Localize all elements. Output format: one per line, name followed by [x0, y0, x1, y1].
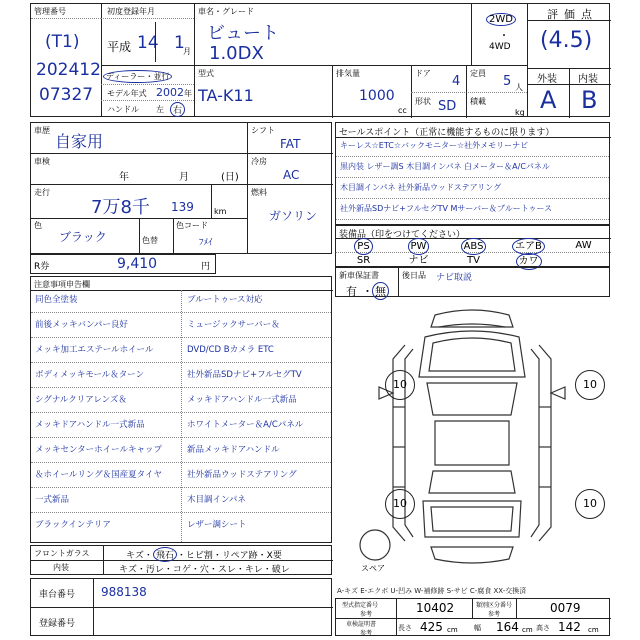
new-car-dot: ・	[362, 285, 373, 298]
type-cert-label: 型式指定番号	[342, 602, 379, 609]
drive-2wd: 2WD	[486, 13, 516, 26]
dealer-label: ディーラー・並行	[103, 70, 172, 83]
tire-rear-right: 10	[575, 489, 605, 519]
car-name: ビュート	[207, 23, 279, 44]
shape-label: 形状	[415, 97, 431, 106]
equipment-item: PW	[391, 238, 446, 252]
category-num-sub: 参考	[488, 611, 501, 618]
eval-label: 評価点	[547, 8, 598, 21]
front-glass-value: キズ・ 飛石 ・ヒビ割・リペア跡・X要	[126, 547, 282, 562]
car-outline-icon	[335, 297, 610, 585]
note-left-item: メッキ加工エステールホイール	[35, 345, 154, 355]
tire-rear-left: 10	[385, 489, 415, 519]
vehicle-section	[30, 122, 332, 254]
interior-grade: B	[581, 86, 598, 114]
interior-cond-value: キズ・汚レ・コゲ・穴・スレ・キレ・破レ	[119, 565, 290, 575]
capacity-unit: 人	[515, 83, 523, 92]
note-left-item: ブラックインテリア	[35, 520, 111, 530]
note-left-item: メッキドアハンドル一式新品	[35, 420, 145, 430]
new-car-no: 無	[372, 282, 389, 300]
fuel-label: 燃料	[251, 188, 267, 197]
inspection-day: (日)	[221, 172, 239, 183]
note-right-item: 社外新品ウッドステアリング	[187, 470, 297, 480]
length-value: 425	[420, 620, 443, 634]
warranty-section	[335, 267, 610, 297]
model-value: TA-K11	[198, 86, 254, 105]
sales-point-item: 社外新品SDナビ+フルセグTV Mサーバー＆ブルートゥース	[340, 204, 553, 213]
width-value: 164	[496, 620, 519, 634]
equipment-item: AW	[575, 240, 592, 251]
note-left-item: ＆ホイールリング＆国産夏タイヤ	[35, 470, 162, 480]
grade: 1.0DX	[209, 43, 264, 64]
front-glass-label: フロントガラス	[34, 549, 90, 558]
note-left-item: シグナルクリアレンズ＆	[35, 395, 127, 405]
equipment-item: カワ	[501, 253, 556, 268]
height-value: 142	[558, 620, 581, 634]
color-code-value: ﾌﾒｲ	[199, 238, 213, 248]
inspection-label: 車検	[34, 157, 50, 166]
height-unit: cm	[588, 626, 599, 634]
handle-left: 左	[156, 105, 164, 114]
category-num-value: 0079	[550, 601, 581, 615]
color-label: 色	[34, 221, 42, 230]
type-cert-sub: 参考	[360, 611, 373, 618]
handle-label: ハンドル	[107, 105, 139, 114]
equipment-title: 装備品（印をつけてください）	[339, 230, 466, 240]
car-diagram	[335, 297, 610, 585]
interior-label: 内装	[578, 74, 598, 85]
first-reg-month: 1	[174, 33, 185, 53]
model-year-value: 2002	[156, 86, 184, 99]
note-right-item: ブルートゥース対応	[187, 295, 263, 305]
width-label: 幅	[474, 624, 481, 632]
size-label: 車検証明書	[346, 621, 377, 628]
length-label: 長さ	[398, 624, 412, 632]
equipment-item: ABS	[446, 238, 501, 252]
new-car-warranty-label: 新車保証書	[339, 271, 379, 280]
chassis-label: 車台番号	[39, 590, 76, 600]
load-label: 積載	[470, 97, 486, 106]
shift-label: シフト	[251, 126, 275, 135]
equipment-item: ナビ	[408, 255, 429, 266]
ac-value: AC	[283, 168, 300, 182]
color-code-label: 色コード	[176, 221, 208, 230]
door-value: 4	[452, 74, 461, 89]
note-right-item: DVD/CD Bカメラ ETC	[187, 345, 274, 355]
note-right-item: メッキドアハンドル一式新品	[187, 395, 297, 405]
eval-score: (4.5)	[540, 28, 593, 53]
note-left-item: 一式新品	[35, 495, 70, 505]
mileage-sub: 139	[171, 200, 194, 214]
tire-front-right: 10	[575, 370, 605, 400]
load-unit: kg	[515, 108, 525, 117]
equipment-item: TV	[467, 255, 480, 266]
note-left-item: 前後メッキバンパー良好	[35, 320, 128, 330]
interior-cond-label: 内装	[53, 563, 69, 572]
length-unit: cm	[447, 626, 458, 634]
model-year-unit: 年	[184, 89, 192, 98]
sales-point-item: キーレス☆ETC☆バックモニター☆社外メモリーナビ	[340, 141, 529, 150]
note-right-item: 新品メッキドアハンドル	[187, 445, 280, 455]
sales-points-section	[335, 122, 610, 225]
equipment-section	[335, 225, 610, 267]
capacity-value: 5	[503, 74, 512, 89]
new-car-yes: 有	[346, 285, 357, 298]
damage-legend: A-キズ E-エクボ U-凹み W-補修跡 S-サビ C-腐食 XX-交換済	[337, 587, 527, 595]
equipment-item: PS	[336, 238, 391, 252]
reg-label: 登録番号	[39, 619, 76, 629]
displacement-unit: cc	[398, 106, 407, 115]
inspection-year: 年	[119, 172, 129, 183]
drive-4wd: 4WD	[489, 42, 511, 52]
recycle-value: 9,410	[117, 256, 158, 272]
mileage-unit: km	[214, 207, 227, 216]
color-value: ブラック	[59, 230, 107, 244]
first-reg-era: 平成	[107, 40, 132, 54]
chassis-value: 988138	[101, 585, 147, 599]
kanri-line-2: 202412	[36, 60, 101, 80]
category-value: 自家用	[55, 132, 104, 151]
color-change-label: 色替	[142, 236, 158, 245]
model-year-label: モデル年式	[107, 89, 147, 98]
note-right-item: 社外新品SDナビ+フルセグTV	[187, 370, 302, 380]
kanri-line-3: 07327	[39, 85, 94, 105]
category-label: 車歴	[34, 126, 50, 135]
sales-point-item: 黒内装 レザー調S 木目調インパネ 白メーター＆A/Cパネル	[340, 162, 550, 171]
kanri-label: 管理番号	[34, 7, 66, 16]
notes-section	[30, 276, 332, 543]
shift-value: FAT	[280, 137, 301, 151]
exterior-grade: A	[540, 86, 557, 114]
equipment-item: エアB	[501, 238, 556, 252]
glass-section	[30, 545, 332, 575]
note-right-item: 木目調インパネ	[187, 495, 246, 505]
sales-point-item: 木目調インパネ 社外新品ウッドステアリング	[340, 183, 502, 192]
first-reg-month-unit: 月	[183, 47, 191, 56]
note-left-item: メッキセンターホイールキャップ	[35, 445, 162, 455]
equipment-item: SR	[356, 255, 371, 266]
displacement-value: 1000	[359, 88, 395, 104]
recycle-unit: 円	[201, 262, 211, 272]
after-items-value: ナビ取説	[436, 273, 473, 283]
sales-points-title: セールスポイント（正常に機能するものに限ります）	[339, 128, 555, 138]
kanri-line-1: (T1)	[45, 32, 80, 52]
category-num-label: 類別区分番号	[476, 602, 513, 609]
inspection-month: 月	[179, 172, 189, 183]
handle-right: 右	[170, 102, 185, 117]
note-right-item: レザー調シート	[187, 520, 247, 530]
mileage-value: 7万8千	[91, 197, 150, 218]
size-sub: 参考	[360, 630, 373, 637]
after-items-label: 後日品	[402, 271, 426, 280]
note-right-item: ホワイトメーター＆A/Cパネル	[187, 420, 304, 430]
ac-label: 冷房	[251, 157, 267, 166]
displacement-label: 排気量	[336, 69, 360, 78]
recycle-label: R券	[34, 262, 50, 272]
note-right-item: ミュージックサーバー＆	[187, 320, 280, 330]
height-label: 高さ	[536, 624, 550, 632]
spec-section	[335, 598, 610, 636]
model-label: 型式	[198, 69, 214, 78]
fuel-value: ガソリン	[269, 209, 318, 223]
width-unit: cm	[522, 626, 533, 634]
first-reg-year: 14	[137, 33, 159, 53]
exterior-label: 外装	[537, 74, 557, 85]
type-cert-value: 10402	[416, 601, 455, 615]
shape-value: SD	[438, 99, 457, 114]
door-label: ドア	[415, 69, 431, 78]
mileage-label: 走行	[34, 188, 50, 197]
drive-dot: ・	[499, 31, 509, 42]
note-left-item: ボディメッキモール＆ターン	[35, 370, 145, 380]
frame-section	[30, 578, 332, 636]
notes-title: 注意事項申告欄	[34, 280, 90, 289]
capacity-label: 定員	[470, 69, 486, 78]
note-left-item: 同色全塗装	[35, 295, 78, 305]
car-name-label: 車名・グレード	[198, 7, 254, 16]
recycle-section	[30, 254, 216, 274]
spare-label: スペア	[361, 564, 385, 573]
first-reg-label: 初度登録年月	[107, 7, 155, 16]
tire-front-left: 10	[385, 370, 415, 400]
header-section	[30, 3, 610, 117]
